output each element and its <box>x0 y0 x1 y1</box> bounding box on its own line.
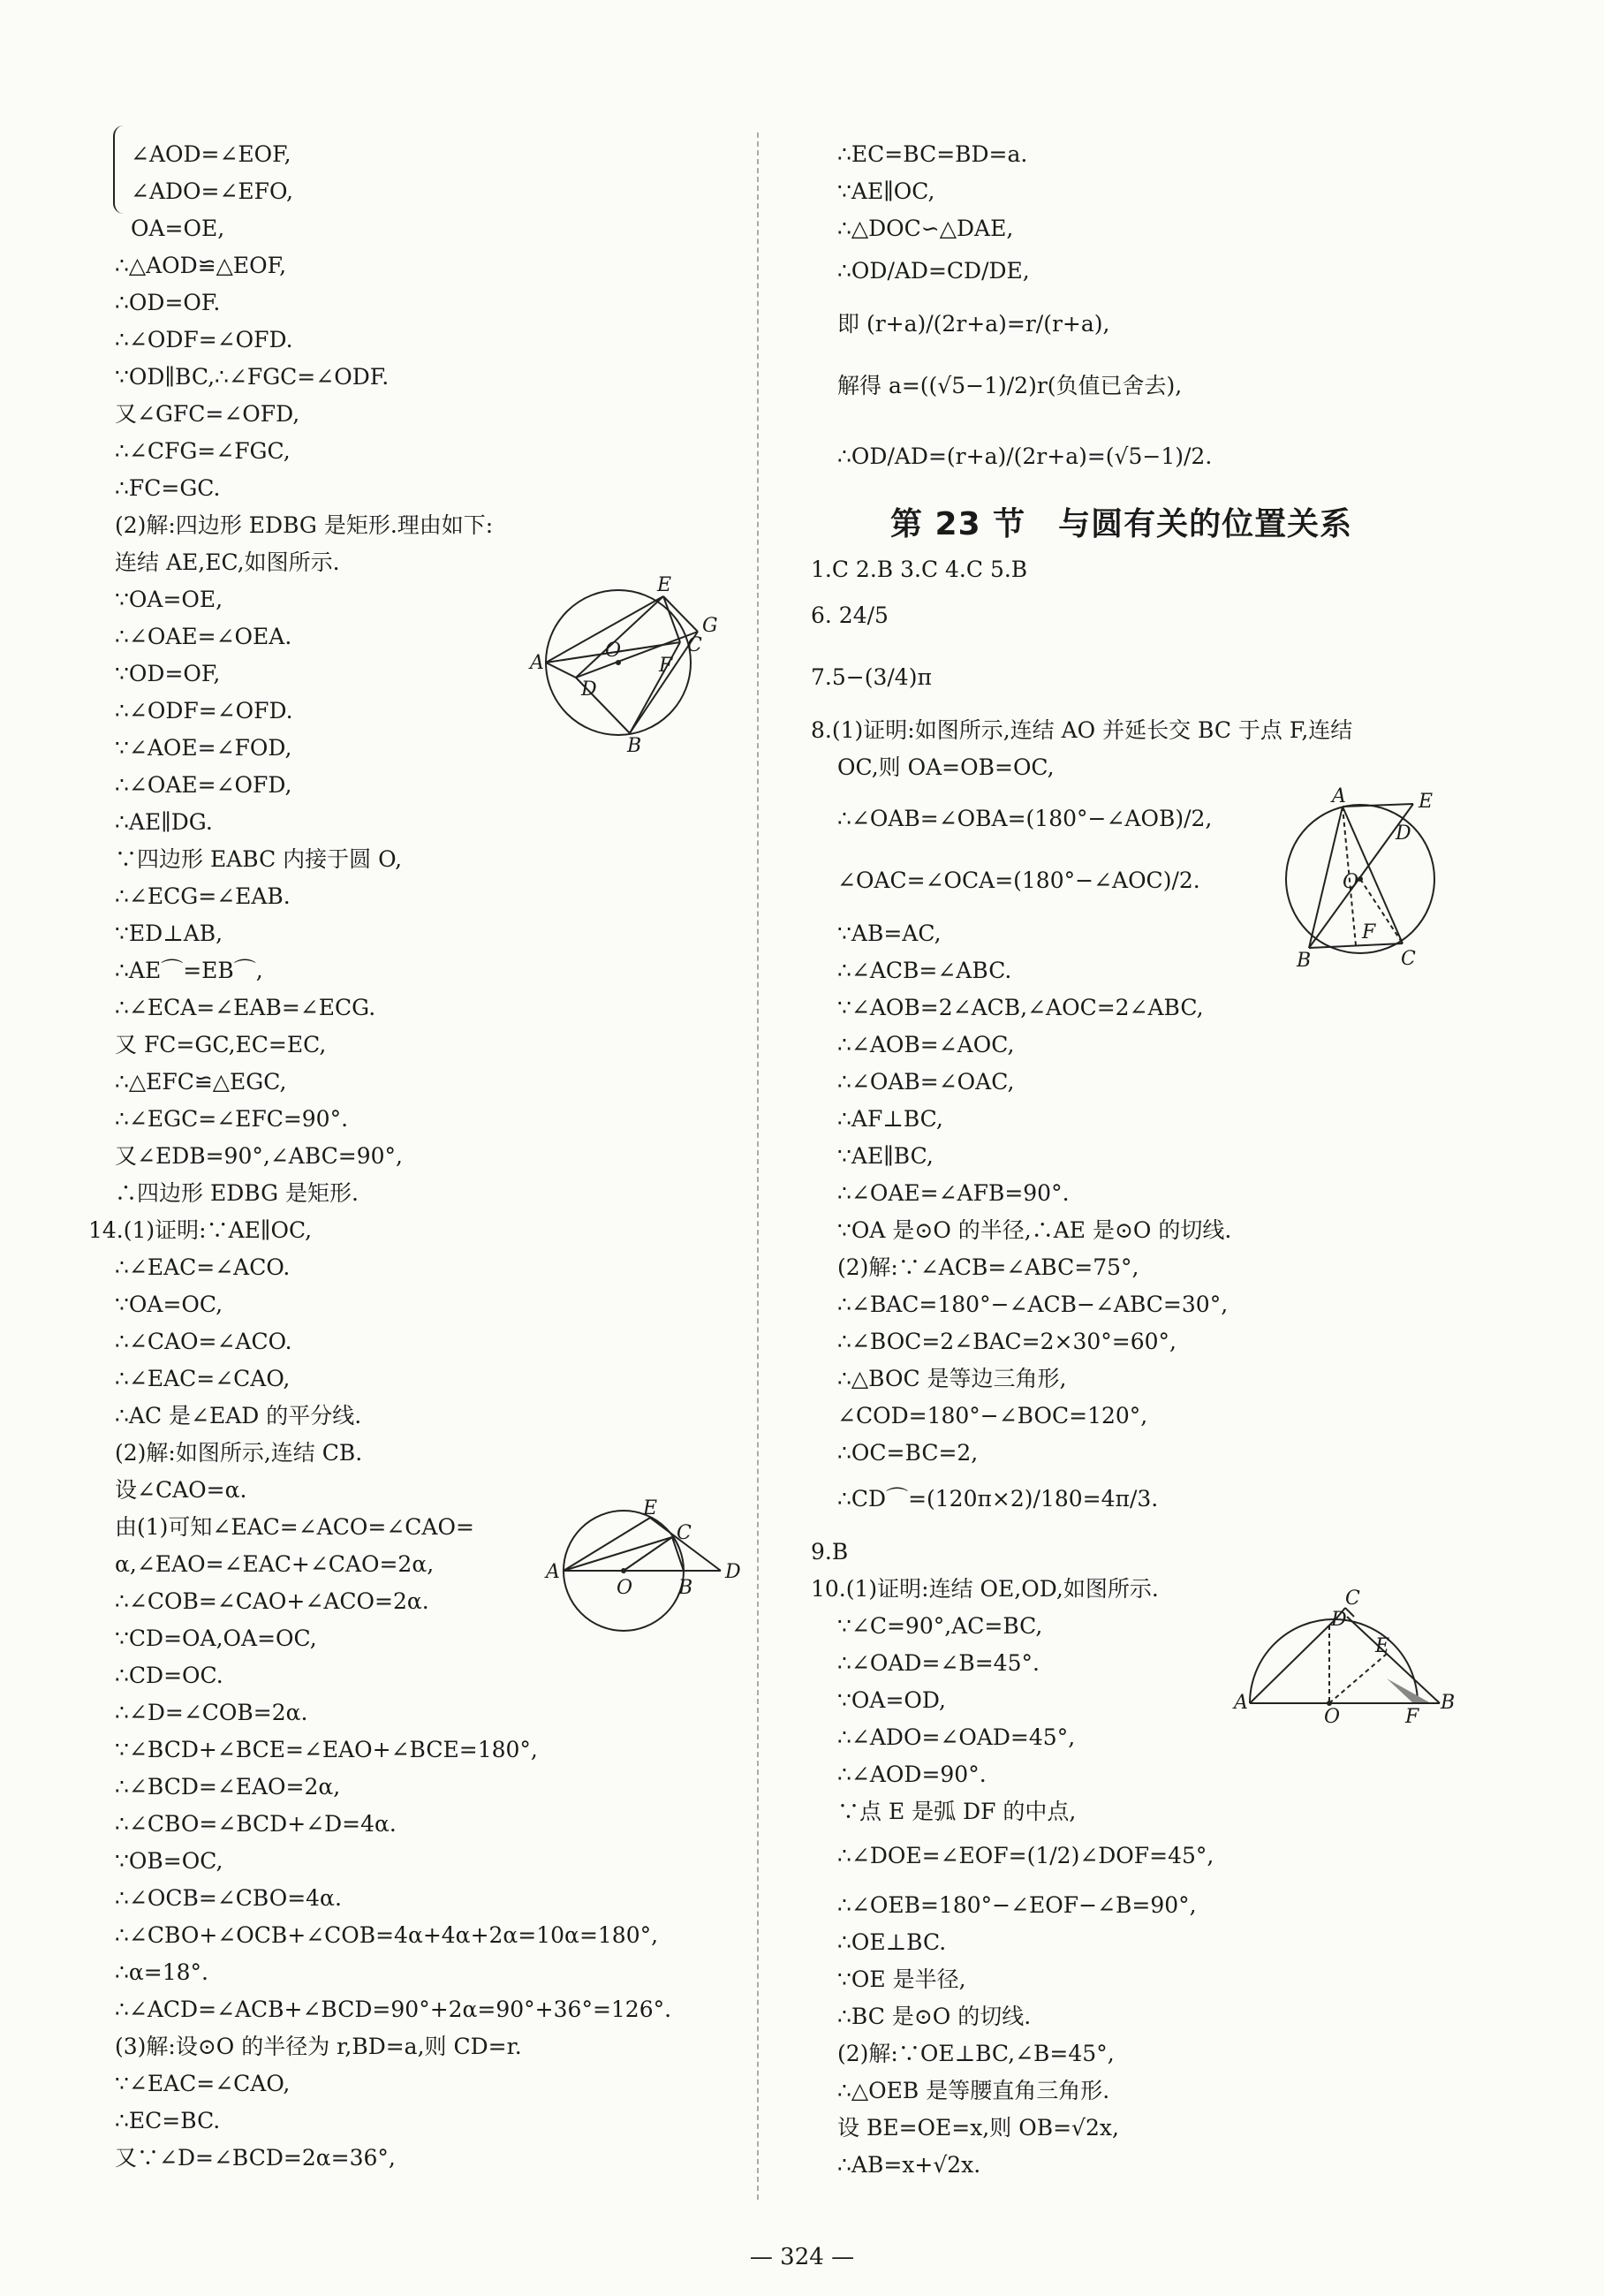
left-line: ∴∠ECG=∠EAB. <box>115 883 291 909</box>
svg-text:B: B <box>627 735 642 757</box>
svg-text:D: D <box>581 678 597 701</box>
svg-text:A: A <box>1234 1692 1248 1714</box>
left-line: 又∵∠D=∠BCD=2α=36°, <box>115 2145 396 2171</box>
left-line: ∴∠EAC=∠ACO. <box>115 1254 291 1280</box>
section-title: 第 23 节 与圆有关的位置关系 <box>890 506 1353 542</box>
left-line: α,∠EAO=∠EAC+∠CAO=2α, <box>115 1551 435 1577</box>
right-line: 即 (r+a)/(2r+a)=r/(r+a), <box>837 311 1110 337</box>
left-line: ∴∠CAO=∠ACO. <box>115 1329 292 1354</box>
right-line: ∵∠C=90°,AC=BC, <box>837 1613 1043 1639</box>
left-line: ∴∠OCB=∠CBO=4α. <box>115 1885 342 1911</box>
left-line: ∴AC 是∠EAD 的平分线. <box>115 1403 362 1428</box>
page-number: — 324 — <box>749 2244 855 2270</box>
left-line: ∴∠EGC=∠EFC=90°. <box>115 1106 349 1132</box>
right-line: ∴EC=BC=BD=a. <box>837 141 1028 167</box>
right-line: ∴CD⌒=(120π×2)/180=4π/3. <box>837 1486 1159 1512</box>
left-line: ∵四边形 EABC 内接于圆 O, <box>115 846 403 872</box>
right-line: ∵AE∥OC, <box>837 178 935 204</box>
right-line: 7.5−(3/4)π <box>811 664 932 690</box>
right-line: 8.(1)证明:如图所示,连结 AO 并延长交 BC 于点 F,连结 <box>811 717 1353 743</box>
right-line: ∵点 E 是弧 DF 的中点, <box>837 1799 1077 1824</box>
left-line: ∴∠OAE=∠OFD, <box>115 772 292 798</box>
left-line: ∠AOD=∠EOF, <box>131 141 291 167</box>
left-line: ∴∠OAE=∠OEA. <box>115 624 292 649</box>
left-line: 14.(1)证明:∵AE∥OC, <box>88 1217 313 1243</box>
left-line: ∴△EFC≌△EGC, <box>115 1069 287 1095</box>
right-line: ∴△OEB 是等腰直角三角形. <box>837 2078 1110 2103</box>
right-line: ∴∠OEB=180°−∠EOF−∠B=90°, <box>837 1892 1197 1918</box>
right-line: ∵OA=OD, <box>837 1687 946 1713</box>
right-line: OC,则 OA=OB=OC, <box>837 754 1055 780</box>
left-line: ∵∠EAC=∠CAO, <box>115 2071 291 2096</box>
right-line: ∴OD/AD=(r+a)/(2r+a)=(√5−1)/2. <box>837 443 1213 469</box>
svg-text:E: E <box>1419 791 1434 813</box>
svg-text:F: F <box>1405 1706 1419 1728</box>
right-line: ∵OA 是⊙O 的半径,∴AE 是⊙O 的切线. <box>837 1217 1232 1243</box>
right-line: 10.(1)证明:连结 OE,OD,如图所示. <box>811 1576 1159 1602</box>
svg-text:A: A <box>530 652 544 674</box>
right-line: ∴∠BOC=2∠BAC=2×30°=60°, <box>837 1329 1177 1354</box>
svg-text:A: A <box>1332 785 1346 807</box>
system-brace <box>113 125 127 214</box>
right-line: ∴OE⊥BC. <box>837 1929 947 1955</box>
right-line: ∴∠DOE=∠EOF=(1/2)∠DOF=45°, <box>837 1843 1214 1868</box>
right-line: ∵∠AOB=2∠ACB,∠AOC=2∠ABC, <box>837 995 1204 1020</box>
left-line: ∴△AOD≌△EOF, <box>115 253 287 278</box>
right-line: ∴∠BAC=180°−∠ACB−∠ABC=30°, <box>837 1292 1229 1317</box>
left-line: ∵OD∥BC,∴∠FGC=∠ODF. <box>115 364 390 390</box>
left-line: ∵ED⊥AB, <box>115 921 223 946</box>
figure-circle-8 <box>1281 786 1457 972</box>
svg-text:E: E <box>657 574 672 596</box>
right-line: ∴△BOC 是等边三角形, <box>837 1366 1067 1391</box>
right-line: 1.C 2.B 3.C 4.C 5.B <box>811 557 1028 582</box>
right-line: 6. 24/5 <box>811 602 889 628</box>
left-line: ∴α=18°. <box>115 1959 208 1985</box>
left-line: ∵OA=OE, <box>115 587 223 612</box>
column-divider <box>757 133 759 2200</box>
svg-text:E: E <box>1375 1635 1390 1657</box>
right-line: ∵OE 是半径, <box>837 1966 966 1992</box>
right-line: ∠OAC=∠OCA=(180°−∠AOC)/2. <box>837 868 1200 893</box>
left-line: 又∠GFC=∠OFD, <box>115 401 300 427</box>
left-line: ∴OD=OF. <box>115 290 221 315</box>
left-line: ∴四边形 EDBG 是矩形. <box>115 1180 359 1206</box>
right-line: ∴∠OAD=∠B=45°. <box>837 1650 1040 1676</box>
left-line: ∴FC=GC. <box>115 475 221 501</box>
left-line: ∴CD=OC. <box>115 1663 223 1688</box>
svg-text:F: F <box>659 655 673 677</box>
left-line: 又 FC=GC,EC=EC, <box>115 1032 327 1057</box>
left-line: ∴EC=BC. <box>115 2108 221 2133</box>
svg-text:A: A <box>546 1561 560 1583</box>
svg-text:G: G <box>702 615 718 637</box>
right-line: ∴∠OAB=∠OAC, <box>837 1069 1015 1095</box>
left-line: 设∠CAO=α. <box>115 1477 247 1503</box>
svg-text:F: F <box>1362 921 1376 943</box>
right-line: ∴OC=BC=2, <box>837 1440 979 1466</box>
figure-semicircle-10 <box>1232 1587 1456 1728</box>
right-line: ∴AB=x+√2x. <box>837 2152 981 2178</box>
svg-text:E: E <box>643 1497 658 1519</box>
left-line: ∴∠CFG=∠FGC, <box>115 438 291 464</box>
svg-text:D: D <box>1331 1609 1347 1631</box>
left-line: (2)解:如图所示,连结 CB. <box>115 1440 363 1466</box>
left-line: ∵∠AOE=∠FOD, <box>115 735 292 761</box>
figure-circle-14 <box>544 1497 741 1643</box>
right-line: ∴∠ACB=∠ABC. <box>837 958 1012 983</box>
svg-text:O: O <box>617 1577 633 1599</box>
right-line: 解得 a=((√5−1)/2)r(负值已舍去), <box>837 373 1183 398</box>
right-line: ∵AE∥BC, <box>837 1143 934 1169</box>
left-line: ∴∠ODF=∠OFD. <box>115 698 293 724</box>
right-line: ∴BC 是⊙O 的切线. <box>837 2004 1032 2029</box>
right-line: ∴OD/AD=CD/DE, <box>837 258 1030 284</box>
left-line: 由(1)可知∠EAC=∠ACO=∠CAO= <box>115 1514 474 1540</box>
right-line: ∠COD=180°−∠BOC=120°, <box>837 1403 1148 1428</box>
figure-circle-edbg <box>530 574 733 757</box>
right-line: ∴∠AOB=∠AOC, <box>837 1032 1015 1057</box>
left-line: ∵OD=OF, <box>115 661 221 686</box>
svg-text:D: D <box>1396 822 1411 845</box>
left-line: ∠ADO=∠EFO, <box>131 178 294 204</box>
left-line: ∴∠CBO=∠BCD+∠D=4α. <box>115 1811 397 1837</box>
svg-text:B: B <box>1297 950 1312 972</box>
left-line: ∴∠ECA=∠EAB=∠ECG. <box>115 995 376 1020</box>
right-line: (2)解:∵OE⊥BC,∠B=45°, <box>837 2041 1115 2066</box>
svg-text:C: C <box>687 634 702 656</box>
right-line: 9.B <box>811 1539 849 1565</box>
svg-text:B: B <box>678 1577 693 1599</box>
left-line: OA=OE, <box>131 216 225 241</box>
right-line: ∴AF⊥BC, <box>837 1106 943 1132</box>
right-line: ∵AB=AC, <box>837 921 942 946</box>
right-line: ∴∠OAB=∠OBA=(180°−∠AOB)/2, <box>837 806 1213 831</box>
left-line: (2)解:四边形 EDBG 是矩形.理由如下: <box>115 512 494 538</box>
left-line: 连结 AE,EC,如图所示. <box>115 549 340 575</box>
left-line: ∴∠CBO+∠OCB+∠COB=4α+4α+2α=10α=180°, <box>115 1922 659 1948</box>
svg-text:C: C <box>677 1522 692 1544</box>
left-line: ∵OB=OC, <box>115 1848 223 1874</box>
left-line: ∴AE⌒=EB⌒, <box>115 958 263 983</box>
left-line: ∴∠COB=∠CAO+∠ACO=2α. <box>115 1588 429 1614</box>
left-line: ∵OA=OC, <box>115 1292 223 1317</box>
svg-text:D: D <box>725 1561 741 1583</box>
svg-text:O: O <box>1343 871 1359 893</box>
right-line: (2)解:∵∠ACB=∠ABC=75°, <box>837 1254 1139 1280</box>
left-line: ∴∠ODF=∠OFD. <box>115 327 293 352</box>
svg-text:O: O <box>605 640 622 662</box>
right-line: ∴∠OAE=∠AFB=90°. <box>837 1180 1070 1206</box>
right-line: 设 BE=OE=x,则 OB=√2x, <box>837 2115 1119 2141</box>
right-line: ∴△DOC∽△DAE, <box>837 216 1014 241</box>
left-line: ∴∠ACD=∠ACB+∠BCD=90°+2α=90°+36°=126°. <box>115 1997 672 2022</box>
left-line: ∴AE∥DG. <box>115 809 213 835</box>
svg-text:C: C <box>1345 1587 1360 1610</box>
svg-text:B: B <box>1441 1692 1456 1714</box>
left-line: ∴∠D=∠COB=2α. <box>115 1700 308 1725</box>
left-line: ∵CD=OA,OA=OC, <box>115 1625 317 1651</box>
svg-text:O: O <box>1324 1706 1341 1728</box>
left-line: ∵∠BCD+∠BCE=∠EAO+∠BCE=180°, <box>115 1737 538 1762</box>
right-line: ∴∠ADO=∠OAD=45°, <box>837 1724 1076 1750</box>
right-line: ∴∠AOD=90°. <box>837 1762 987 1787</box>
svg-text:C: C <box>1401 948 1416 970</box>
left-line: ∴∠BCD=∠EAO=2α, <box>115 1774 341 1800</box>
left-line: ∴∠EAC=∠CAO, <box>115 1366 291 1391</box>
left-line: (3)解:设⊙O 的半径为 r,BD=a,则 CD=r. <box>115 2034 522 2059</box>
left-line: 又∠EDB=90°,∠ABC=90°, <box>115 1143 403 1169</box>
